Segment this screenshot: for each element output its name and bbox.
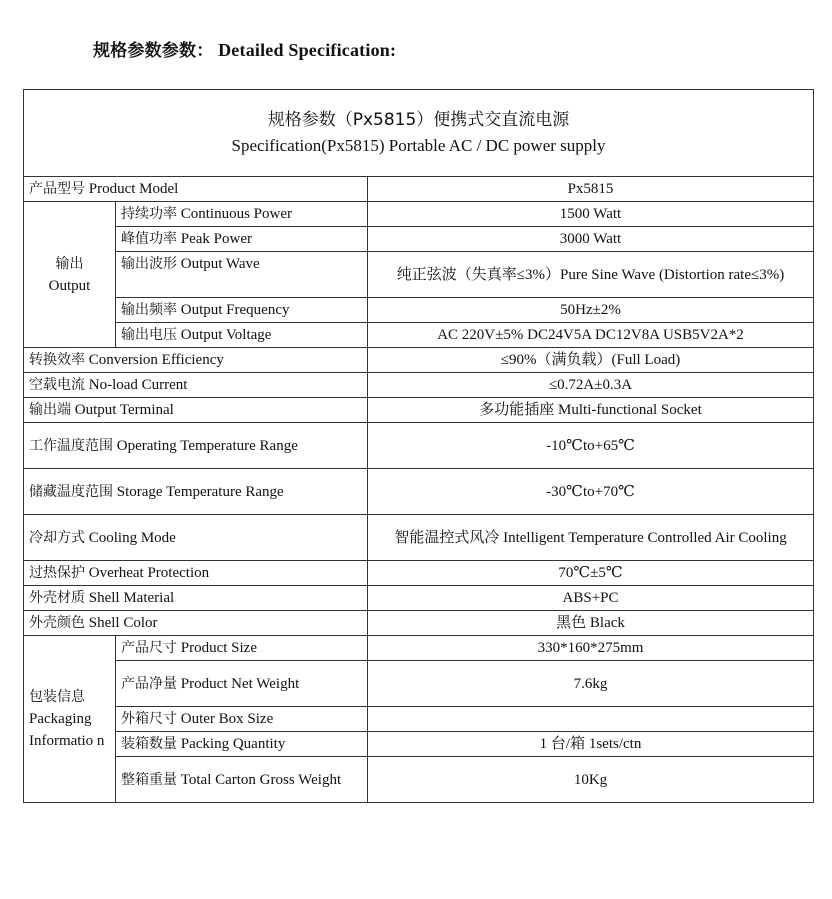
row-label: 外壳材质 Shell Material [24,586,368,611]
row-value [368,707,814,732]
table-row [24,636,814,661]
row-value: 黑色 Black [368,611,814,636]
row-label: 整箱重量 Total Carton Gross Weight [116,757,368,803]
row-value: 1 台/箱 1sets/ctn [368,732,814,757]
row-value: 3000 Watt [368,227,814,252]
row-label: 持续功率 Continuous Power [116,202,368,227]
row-label: 输出电压 Output Voltage [116,323,368,348]
title-row [24,90,814,177]
row-label: 外壳颜色 Shell Color [24,611,368,636]
row-label: 工作温度范围 Operating Temperature Range [24,423,368,469]
table-row [24,561,814,586]
table-row [24,398,814,423]
row-value: ≤0.72A±0.3A [368,373,814,398]
table-row [24,611,814,636]
output-group-label: 输出 Output [24,202,116,348]
table-row [24,323,814,348]
table-row [24,202,814,227]
table-row [24,469,814,515]
row-label: 峰值功率 Peak Power [116,227,368,252]
heading-en: Detailed Specification: [213,40,397,60]
row-value: 智能温控式风冷 Intelligent Temperature Controlled Air Cooling [368,515,814,561]
row-label: 转换效率 Conversion Efficiency [24,348,368,373]
table-row [24,661,814,707]
row-value: -30℃to+70℃ [368,469,814,515]
title-en: Specification(Px5815) Portable AC / DC power supply [231,136,606,155]
row-label: 输出波形 Output Wave [116,252,368,298]
heading-cn: 规格参数参数： [93,41,214,61]
title-cn: 规格参数（Px5815）便携式交直流电源 [267,110,570,130]
table-row [24,707,814,732]
row-label: 空载电流 No-load Current [24,373,368,398]
row-value: 70℃±5℃ [368,561,814,586]
table-row [24,732,814,757]
row-value: 多功能插座 Multi-functional Socket [368,398,814,423]
table-row [24,515,814,561]
row-label: 产品净量 Product Net Weight [116,661,368,707]
table-row [24,177,814,202]
row-value: 7.6kg [368,661,814,707]
table-row [24,227,814,252]
row-label: 过热保护 Overheat Protection [24,561,368,586]
row-value: 10Kg [368,757,814,803]
row-value: ABS+PC [368,586,814,611]
row-value: -10℃to+65℃ [368,423,814,469]
row-label: 装箱数量 Packing Quantity [116,732,368,757]
row-value: ≤90%（满负载）(Full Load) [368,348,814,373]
row-value: 纯正弦波（失真率≤3%）Pure Sine Wave (Distortion rate≤3%) [368,252,814,298]
table-row [24,298,814,323]
row-label: 产品型号 Product Model [24,177,368,202]
table-row [24,757,814,803]
row-label: 储藏温度范围 Storage Temperature Range [24,469,368,515]
spec-table [23,89,814,803]
table-row [24,373,814,398]
row-value: AC 220V±5% DC24V5A DC12V8A USB5V2A*2 [368,323,814,348]
table-row [24,586,814,611]
row-label: 输出频率 Output Frequency [116,298,368,323]
row-value: 50Hz±2% [368,298,814,323]
packaging-group-label: 包装信息 Packaging Informatio n [24,636,116,803]
row-label: 冷却方式 Cooling Mode [24,515,368,561]
page-heading [93,36,396,61]
row-label: 输出端 Output Terminal [24,398,368,423]
table-row [24,423,814,469]
table-row [24,348,814,373]
row-value: 330*160*275mm [368,636,814,661]
row-label: 产品尺寸 Product Size [116,636,368,661]
row-value: Px5815 [368,177,814,202]
table-title [24,90,814,177]
table-row [24,252,814,298]
row-value: 1500 Watt [368,202,814,227]
row-label: 外箱尺寸 Outer Box Size [116,707,368,732]
